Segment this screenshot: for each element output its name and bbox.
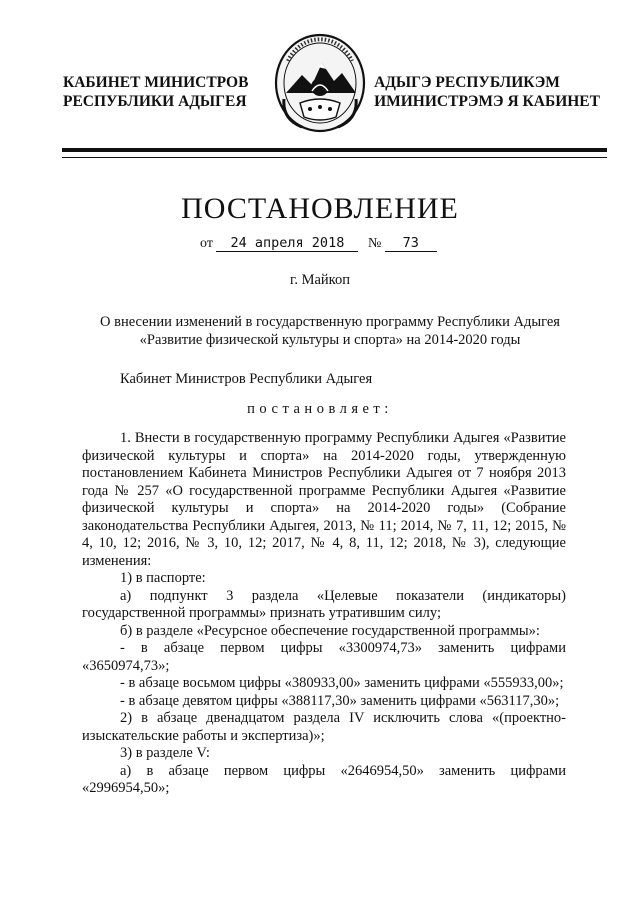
issuer-line-2: РЕСПУБЛИКИ АДЫГЕЯ	[63, 93, 247, 110]
paragraph-7: - в абзаце девятом цифры «388117,30» заменить цифрами «563117,30»;	[120, 692, 560, 709]
issuer-adyghe-line-2: ИМИНИСТРЭМЭ Я КАБИНЕТ	[374, 93, 600, 110]
decree-word: постановляет:	[247, 401, 393, 417]
paragraph-9: 3) в разделе V:	[120, 745, 210, 761]
number-prefix: №	[367, 236, 382, 251]
paragraph-5: - в абзаце первом цифры «3300974,73» заменить цифрами «3650974,73»;	[82, 640, 566, 674]
document-date: 24 апреля 2018	[216, 236, 358, 252]
document-number: 73	[385, 236, 437, 252]
document-subject	[70, 313, 590, 349]
issuer-name-russian	[63, 73, 248, 111]
header-divider-thin	[62, 157, 607, 158]
paragraph-2: 1) в паспорте:	[120, 570, 206, 586]
paragraph-1: 1. Внести в государственную программу Республики Адыгея «Развитие физической культуры и спорта» на 2014-2020 годы, утвержденную постановлением Кабинета Министров Республики Адыгея от 7 ноября 2013 года № 257 «О государственной программе Республики Адыгея «Развитие физической культуры и спорта» на 2014-2020 годы» (Собрание законодательства Республики Адыгея, 2013, № 11; 2014, № 7, 11, 12; 2015, № 4, 10, 12; 2016, № 3, 10, 12; 2017, № 4, 8, 11, 12; 2018, № 3), следующие изменения:	[82, 430, 566, 569]
document-body	[82, 430, 566, 798]
paragraph-8: 2) в абзаце двенадцатом раздела IV исключить слова «(проектно-изыскательские работы и экспертиза)»;	[82, 710, 566, 744]
header-divider-thick	[62, 148, 607, 152]
issuer-adyghe-line-1: АДЫГЭ РЕСПУБЛИКЭМ	[374, 74, 560, 91]
issuer-statement: Кабинет Министров Республики Адыгея	[120, 371, 373, 387]
date-prefix: от	[200, 236, 213, 251]
date-number-line	[200, 236, 437, 252]
issuer-name-adyghe	[374, 73, 600, 111]
subject-line-2: «Развитие физической культуры и спорта» на 2014-2020 годы	[139, 332, 521, 348]
issuer-line-1: КАБИНЕТ МИНИСТРОВ	[63, 74, 249, 91]
coat-of-arms-emblem	[272, 33, 368, 137]
paragraph-10: а) в абзаце первом цифры «2646954,50» заменить цифрами «2996954,50»;	[82, 762, 566, 796]
document-place: г. Майкоп	[290, 272, 350, 288]
paragraph-4: б) в разделе «Ресурсное обеспечение государственной программы»:	[120, 622, 540, 639]
paragraph-6: - в абзаце восьмом цифры «380933,00» заменить цифрами «555933,00»;	[120, 675, 564, 691]
paragraph-3: а) подпункт 3 раздела «Целевые показатели (индикаторы) государственной программы» признать утратившим силу;	[82, 587, 566, 621]
document-title: ПОСТАНОВЛЕНИЕ	[181, 192, 459, 225]
subject-line-1: О внесении изменений в государственную программу Республики Адыгея	[100, 314, 560, 330]
